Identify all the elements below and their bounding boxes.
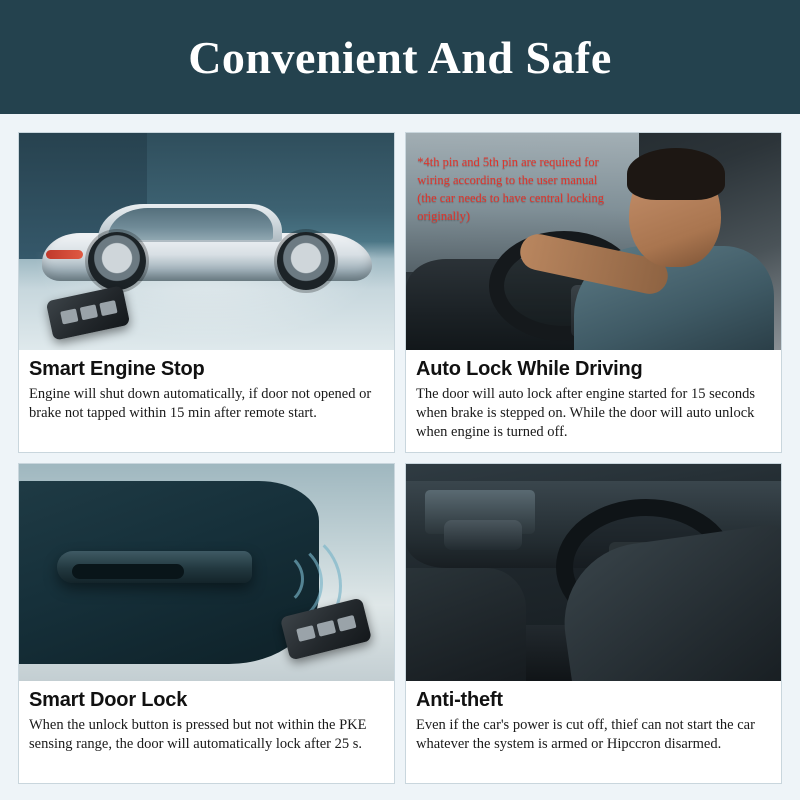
feature-card-anti-theft [405,463,782,784]
feature-grid [0,114,800,800]
feature-title: Smart Door Lock [29,689,188,711]
image-anti-theft [406,464,781,681]
sedan-car [42,192,372,296]
fob-button-3 [337,615,357,632]
feature-text-block [19,350,394,429]
feature-title: Smart Engine Stop [29,358,205,380]
feature-text-block [19,681,394,760]
feature-description: Even if the car's power is cut off, thief can not start the car whatever the system is armed or Hipccron disarmed. [416,717,755,753]
fob-button-2 [316,620,336,637]
feature-card-smart-engine-stop [18,132,395,453]
air-vent [444,520,522,550]
feature-description: The door will auto lock after engine started for 15 seconds when brake is stepped on. While the door will auto unlock when engine is turned off. [416,386,756,441]
fob-button-1 [296,625,316,642]
fob-button-1 [60,308,78,324]
feature-description: When the unlock button is pressed but not within the PKE sensing range, the door will automatically lock after 25 s. [29,717,367,753]
feature-card-smart-door-lock [18,463,395,784]
car-rear-wheel [88,232,146,290]
fob-button-2 [80,304,98,320]
wiring-note-overlay: *4th pin and 5th pin are required for wiring according to the user manual (the car needs to have central locking originally) [417,154,604,223]
feature-description: Engine will shut down automatically, if door not opened or brake not tapped within 15 min after remote start. [29,386,372,422]
door-panel [406,568,526,681]
fob-button-3 [99,300,117,316]
image-smart-door-lock [19,464,394,681]
feature-text-block [406,350,781,448]
feature-text-block [406,681,781,760]
feature-title: Anti-theft [416,689,503,711]
showroom-sedan-illustration [19,133,394,350]
car-taillight [46,250,82,259]
image-smart-engine-stop [19,133,394,350]
car-interior-illustration [406,464,781,681]
page-header [0,0,800,114]
car-front-wheel [277,232,335,290]
door-handle-recess [72,564,185,579]
driver-hair [627,148,725,200]
driver-in-car-illustration [406,133,781,350]
image-auto-lock-while-driving [406,133,781,350]
page-title: Convenient And Safe [188,31,612,83]
feature-title: Auto Lock While Driving [416,358,643,380]
feature-card-auto-lock-while-driving [405,132,782,453]
door-handle-illustration [19,464,394,681]
car-window-glass [108,208,273,239]
